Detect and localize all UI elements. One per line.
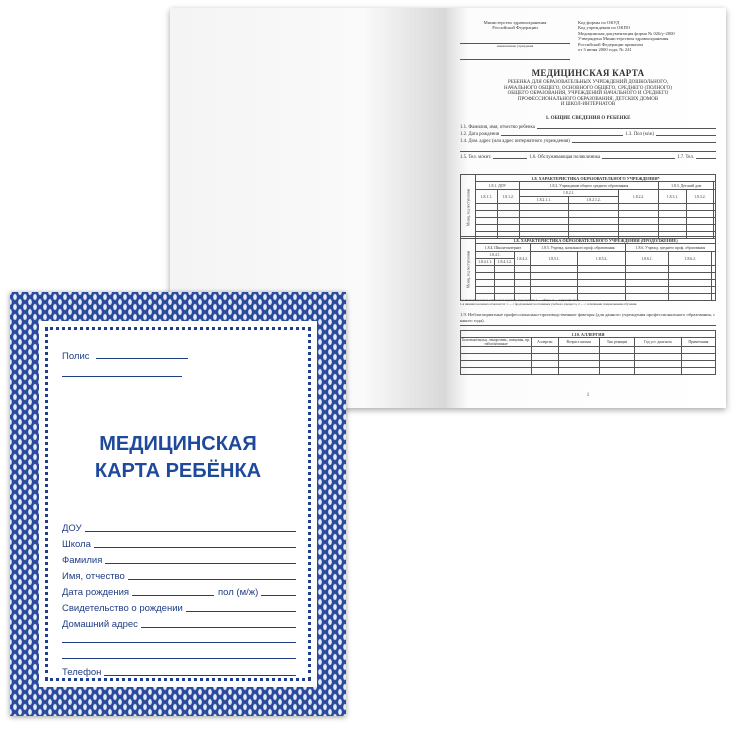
field-row bbox=[460, 138, 716, 145]
table-side-label: Месяц, год поступления bbox=[461, 237, 476, 301]
field-line bbox=[94, 547, 296, 548]
field-surname bbox=[62, 554, 296, 566]
table-sub-head: 1.8.1.2. bbox=[497, 190, 519, 204]
field-label: пол (м/ж) bbox=[218, 587, 259, 598]
cover-label-panel bbox=[39, 321, 317, 687]
form-code-line: Медицинская документация форма № 026/у-2000 bbox=[578, 30, 675, 36]
institution-line bbox=[460, 37, 570, 44]
table-col-head: 1.8.3. Детский дом bbox=[659, 182, 714, 190]
table-sub-head: 1.8.4.1. bbox=[476, 252, 515, 259]
field-row bbox=[460, 124, 716, 131]
field-label: ДОУ bbox=[62, 523, 82, 534]
polis-line-2 bbox=[62, 376, 182, 377]
table-sub-head: 1.8.6.1. bbox=[625, 252, 668, 266]
field-name bbox=[62, 570, 296, 582]
field-label: 1.3. Пол (м/ж) bbox=[625, 132, 654, 137]
table-col-head: 1.8.4. Школа-интернат bbox=[476, 244, 531, 252]
footnotes bbox=[460, 298, 716, 306]
subtitle-line: НАЧАЛЬНОГО ОБЩЕГО, ОСНОВНОГО ОБЩЕГО, СРЕДНЕГО (ПОЛНОГО) bbox=[504, 85, 672, 91]
field-phone bbox=[62, 666, 296, 678]
field-label: Школа bbox=[62, 539, 91, 550]
table-sub-head: 1.8.4.2. bbox=[514, 252, 530, 266]
allergy-col-head: Возраст начала bbox=[558, 338, 600, 347]
institution-line-2 bbox=[460, 53, 570, 60]
footnote: 1-в нижних колонках отмечается: 1 — с продленным/ постоянным учебного процесса, 2 — с отличными специальными обучения. bbox=[460, 302, 638, 306]
institution-table-continued bbox=[460, 236, 716, 301]
field-label: Имя, отчество bbox=[62, 571, 125, 582]
field-line bbox=[132, 595, 214, 596]
field-label: Домашний адрес bbox=[62, 619, 138, 630]
table-sub-head: 1.8.5.1. bbox=[530, 252, 578, 266]
table-col-head: 1.8.1. ДОУ bbox=[476, 182, 520, 190]
card-subtitle bbox=[460, 80, 716, 108]
table-sub-head: 1.8.4.1.1. bbox=[476, 259, 495, 266]
field-birth bbox=[62, 586, 296, 598]
page-number: 1 bbox=[586, 393, 590, 398]
note-1-9: 1.9. Неблагоприятные профессионально-производственные факторы (для данного учреждения профессионального образования, с какого года). bbox=[460, 312, 716, 323]
field-certificate bbox=[62, 602, 296, 614]
subtitle-line: РЕБЕНКА ДЛЯ ОБРАЗОВАТЕЛЬНЫХ УЧРЕЖДЕНИЙ ДОШКОЛЬНОГО, bbox=[508, 80, 668, 85]
field-label: 1.5. Тел. м/жит. bbox=[460, 155, 492, 160]
polis-line bbox=[96, 358, 188, 359]
field-line bbox=[261, 595, 296, 596]
booklet-right-page bbox=[446, 8, 726, 408]
card-title: МЕДИЦИНСКАЯ КАРТА bbox=[531, 68, 645, 78]
field-label: Телефон bbox=[62, 667, 102, 678]
form-code-line: Код учреждения по ОКПО bbox=[578, 25, 631, 31]
cover-form bbox=[62, 522, 296, 678]
footnote: * в нижних колонках отмечается характер учреждения: 1 — общее, 2 — коррекционное. bbox=[460, 298, 581, 302]
field-row bbox=[460, 131, 716, 138]
table-sub-head: 1.8.4.1.2. bbox=[495, 259, 514, 266]
note-line bbox=[460, 325, 716, 326]
institution-grid-continued bbox=[460, 236, 716, 301]
cover bbox=[10, 292, 346, 716]
table-sub-head: 1.8.2.2. bbox=[618, 190, 658, 204]
form-code-line: от 3 июня 2000 года, № 241 bbox=[578, 47, 632, 53]
address-line-3 bbox=[62, 658, 296, 659]
field-line bbox=[141, 627, 296, 628]
table-sub-head: 1.8.1.1. bbox=[476, 190, 498, 204]
field-row bbox=[460, 154, 716, 161]
booklet-fields bbox=[460, 124, 716, 161]
institution-grid bbox=[460, 174, 716, 239]
field-label: 1.4. Дом. адрес (или адрес интернатного учреждения) bbox=[460, 139, 570, 144]
table-col-head: 1.8.6. Учрежд. среднего проф. образования bbox=[625, 244, 715, 252]
field-blank-line bbox=[460, 145, 716, 152]
allergy-col-head: Тип реакции bbox=[600, 338, 635, 347]
table-sub-head: 1.8.3.1. bbox=[659, 190, 686, 204]
form-code-line: Код формы по ОКУД bbox=[578, 20, 620, 25]
institution-table bbox=[460, 174, 716, 239]
allergy-col-head: Аллерген bbox=[532, 338, 559, 347]
polis-label: Полис bbox=[62, 351, 90, 362]
field-label: Дата рождения bbox=[62, 587, 130, 598]
field-dou bbox=[62, 522, 296, 534]
allergy-col-head: Год уст. диагноза bbox=[635, 338, 682, 347]
field-label: Фамилия bbox=[62, 555, 103, 566]
field-line bbox=[104, 675, 296, 676]
field-address bbox=[62, 618, 296, 630]
ministry-line: Министерство здравоохранения bbox=[483, 20, 547, 25]
field-school bbox=[62, 538, 296, 550]
cover-title-line: МЕДИЦИНСКАЯ bbox=[99, 433, 257, 455]
table-col-head: 1.8.2. Учреждение общего среднего образования bbox=[519, 182, 659, 190]
table-sub-head: 1.8.3.2. bbox=[686, 190, 713, 204]
form-code-line: Утверждена Министерством здравоохранения bbox=[578, 36, 669, 42]
ministry-line: Российской Федерации bbox=[492, 25, 538, 31]
table-heading: 1.10. АЛЛЕРГИЯ bbox=[461, 331, 716, 338]
table-sub-head: 1.8.5.2. bbox=[578, 252, 626, 266]
institution-caption: наименование учреждения bbox=[496, 43, 534, 48]
table-sub-head: 1.8.2.1.2. bbox=[569, 197, 619, 204]
table-sub-head: 1.8.6.2. bbox=[669, 252, 712, 266]
cover-title bbox=[48, 431, 308, 485]
table-heading: 1.8. ХАРАКТЕРИСТИКА ОБРАЗОВАТЕЛЬНОГО УЧРЕЖДЕНИЯ* bbox=[476, 175, 716, 182]
subtitle-line: ОБЩЕГО ОБРАЗОВАНИЯ, УЧРЕЖДЕНИЙ НАЧАЛЬНОГО И СРЕДНЕГО bbox=[507, 91, 669, 97]
field-label: 1.1. Фамилия, имя, отчество ребенка bbox=[460, 125, 535, 130]
subtitle-line: ПРОФЕССИОНАЛЬНОГО ОБРАЗОВАНИЯ, ДЕТСКИХ ДОМОВ bbox=[517, 96, 659, 102]
address-line-2 bbox=[62, 642, 296, 643]
subtitle-line: И ШКОЛ-ИНТЕРНАТОВ bbox=[560, 102, 616, 108]
table-heading: 1.8. ХАРАКТЕРИСТИКА ОБРАЗОВАТЕЛЬНОГО УЧРЕЖДЕНИЯ (ПРОДОЛЖЕНИЕ) bbox=[476, 237, 716, 244]
table-side-label: Месяц, год поступления bbox=[461, 175, 476, 239]
field-line bbox=[85, 531, 296, 532]
polis-row bbox=[62, 351, 188, 362]
field-label: 1.6. Обслуживающая поликлиника bbox=[529, 155, 601, 160]
field-label: 1.2. Дата рождения bbox=[460, 132, 500, 137]
field-label: Свидетельство о рождении bbox=[62, 603, 183, 614]
table-col-head: 1.8.5. Учрежд. начального проф. образования bbox=[530, 244, 625, 252]
form-codes-header bbox=[578, 20, 718, 52]
ministry-header bbox=[460, 20, 570, 60]
form-code-line: Российской Федерации приказом bbox=[578, 41, 643, 47]
section-1-heading: 1. ОБЩИЕ СВЕДЕНИЯ О РЕБЕНКЕ bbox=[545, 116, 631, 121]
allergy-grid bbox=[460, 330, 716, 375]
field-line bbox=[105, 563, 296, 564]
field-line bbox=[186, 611, 296, 612]
allergy-table bbox=[460, 330, 716, 375]
allergy-col-head: Примечания bbox=[681, 338, 715, 347]
allergy-col-head: Бытовая/пыльц. лекарствен., пищевая, пр. забол/неясные bbox=[462, 338, 530, 346]
table-sub-head: 1.8.2.1. bbox=[519, 190, 618, 197]
field-label: 1.7. Тел. bbox=[677, 155, 694, 160]
field-line bbox=[128, 579, 296, 580]
table-sub-head: 1.8.2.1.1. bbox=[519, 197, 569, 204]
cover-title-line: КАРТА РЕБЁНКА bbox=[94, 460, 262, 482]
dotted-frame bbox=[45, 327, 311, 681]
